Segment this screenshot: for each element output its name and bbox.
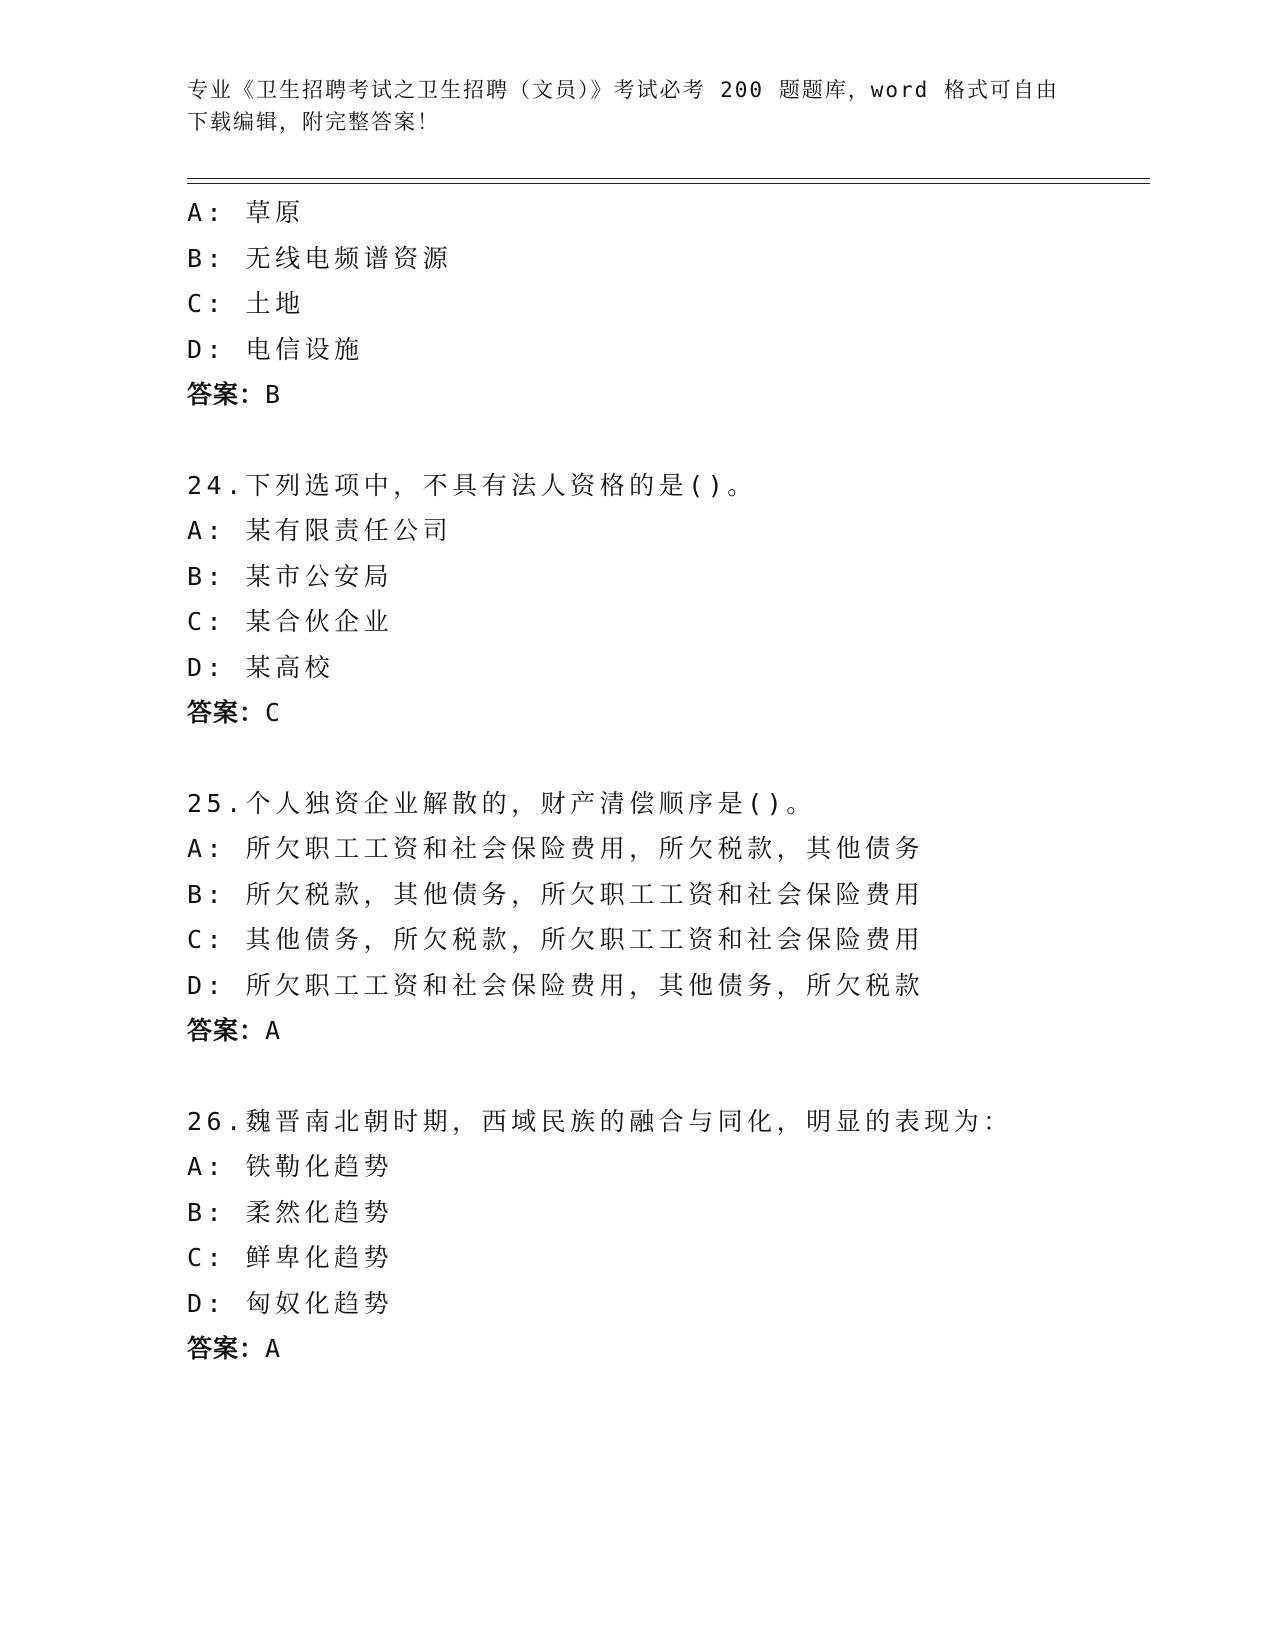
option-c: C: 其他债务，所欠税款，所欠职工工资和社会保险费用	[187, 925, 925, 954]
option-c: C: 土地	[187, 289, 305, 318]
question-stem: 24.下列选项中，不具有法人资格的是()。	[187, 470, 757, 500]
answer-value: C	[265, 698, 281, 727]
option-c: C: 鲜卑化趋势	[187, 1243, 394, 1272]
question-stem: 26.魏晋南北朝时期，西域民族的融合与同化，明显的表现为：	[187, 1106, 1013, 1136]
option-b: B: 某市公安局	[187, 561, 394, 591]
option-d: D: 电信设施	[187, 334, 364, 364]
header-rule-top	[187, 178, 1150, 179]
option-a: A: 所欠职工工资和社会保险费用，所欠税款，其他债务	[187, 834, 925, 863]
answer-label: 答案：	[187, 1016, 266, 1045]
question-25	[187, 781, 1150, 1054]
option-a: A: 某有限责任公司	[187, 516, 453, 545]
option-b: B: 所欠税款，其他债务，所欠职工工资和社会保险费用	[187, 879, 925, 909]
answer-value: A	[265, 1334, 281, 1363]
option-a: A: 草原	[187, 198, 305, 227]
answer-value: B	[265, 380, 281, 409]
question-stem: 25.个人独资企业解散的，财产清偿顺序是()。	[187, 788, 816, 818]
question-list	[187, 190, 1150, 1372]
answer-line	[187, 372, 1150, 418]
answer-line	[187, 1008, 1150, 1054]
answer-line	[187, 1326, 1150, 1372]
option-b: B: 无线电频谱资源	[187, 243, 453, 273]
answer-label: 答案：	[187, 1334, 266, 1363]
answer-label: 答案：	[187, 698, 266, 727]
header-rule-bottom	[187, 183, 1150, 184]
question-24	[187, 463, 1150, 736]
option-d: D: 某高校	[187, 652, 335, 682]
answer-value: A	[265, 1016, 281, 1045]
option-c: C: 某合伙企业	[187, 607, 394, 636]
question-23	[187, 190, 1150, 418]
option-a: A: 铁勒化趋势	[187, 1152, 394, 1181]
answer-label: 答案：	[187, 380, 266, 409]
question-26	[187, 1099, 1150, 1372]
document-header: 专业《卫生招聘考试之卫生招聘（文员）》考试必考 200 题题库，word 格式可自由下载编辑，附完整答案！	[187, 78, 1059, 134]
option-d: D: 所欠职工工资和社会保险费用，其他债务，所欠税款	[187, 970, 925, 1000]
option-b: B: 柔然化趋势	[187, 1197, 394, 1227]
option-d: D: 匈奴化趋势	[187, 1288, 394, 1318]
answer-line	[187, 690, 1150, 736]
